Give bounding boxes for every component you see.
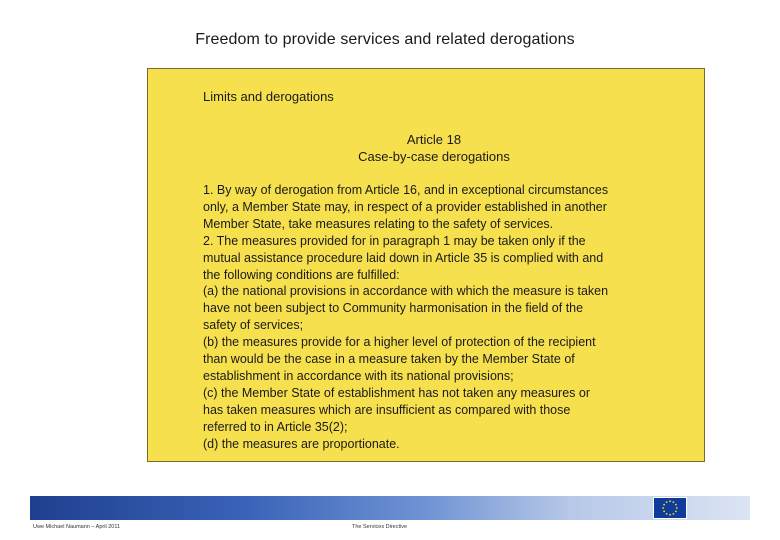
section-heading: Limits and derogations bbox=[203, 89, 334, 104]
body-line: have not been subject to Community harmonisation in the field of the bbox=[203, 301, 584, 316]
footer-author: Uwe Michael Naumann – April 2011 bbox=[33, 524, 121, 530]
footer-title: The Services Directive bbox=[352, 524, 408, 530]
body-line: safety of services; bbox=[203, 318, 304, 333]
body-line: 1. By way of derogation from Article 16, and in exceptional circumstances bbox=[203, 183, 609, 197]
body-line: (d) the measures are proportionate. bbox=[203, 436, 400, 451]
body-line: Member State, take measures relating to the safety of services. bbox=[203, 216, 554, 231]
body-line: 2. The measures provided for in paragraph 1 may be taken only if the bbox=[203, 233, 586, 248]
body-line: (c) the Member State of establishment has not taken any measures or bbox=[203, 385, 590, 400]
article-heading bbox=[200, 131, 668, 165]
body-line: has taken measures which are insufficient as compared with those bbox=[203, 402, 571, 417]
slide-title: Freedom to provide services and related derogations bbox=[195, 31, 575, 48]
body-line: (b) the measures provide for a higher level of protection of the recipient bbox=[203, 335, 596, 350]
footer-band bbox=[30, 496, 750, 520]
article-title: Case-by-case derogations bbox=[358, 149, 510, 164]
body-line: only, a Member State may, in respect of a provider established in another bbox=[203, 199, 607, 214]
body-line: the following conditions are fulfilled: bbox=[203, 267, 400, 282]
body-line: establishment in accordance with its national provisions; bbox=[203, 368, 514, 383]
body-line: than would be the case in a measure taken by the Member State of bbox=[203, 352, 575, 367]
article-number: Article 18 bbox=[406, 132, 462, 147]
body-line: (a) the national provisions in accordance with which the measure is taken bbox=[203, 284, 609, 299]
eu-flag-icon bbox=[653, 497, 687, 519]
article-body bbox=[203, 182, 673, 453]
body-line: mutual assistance procedure laid down in Article 35 is complied with and bbox=[203, 250, 604, 265]
body-line: referred to in Article 35(2); bbox=[203, 419, 348, 434]
